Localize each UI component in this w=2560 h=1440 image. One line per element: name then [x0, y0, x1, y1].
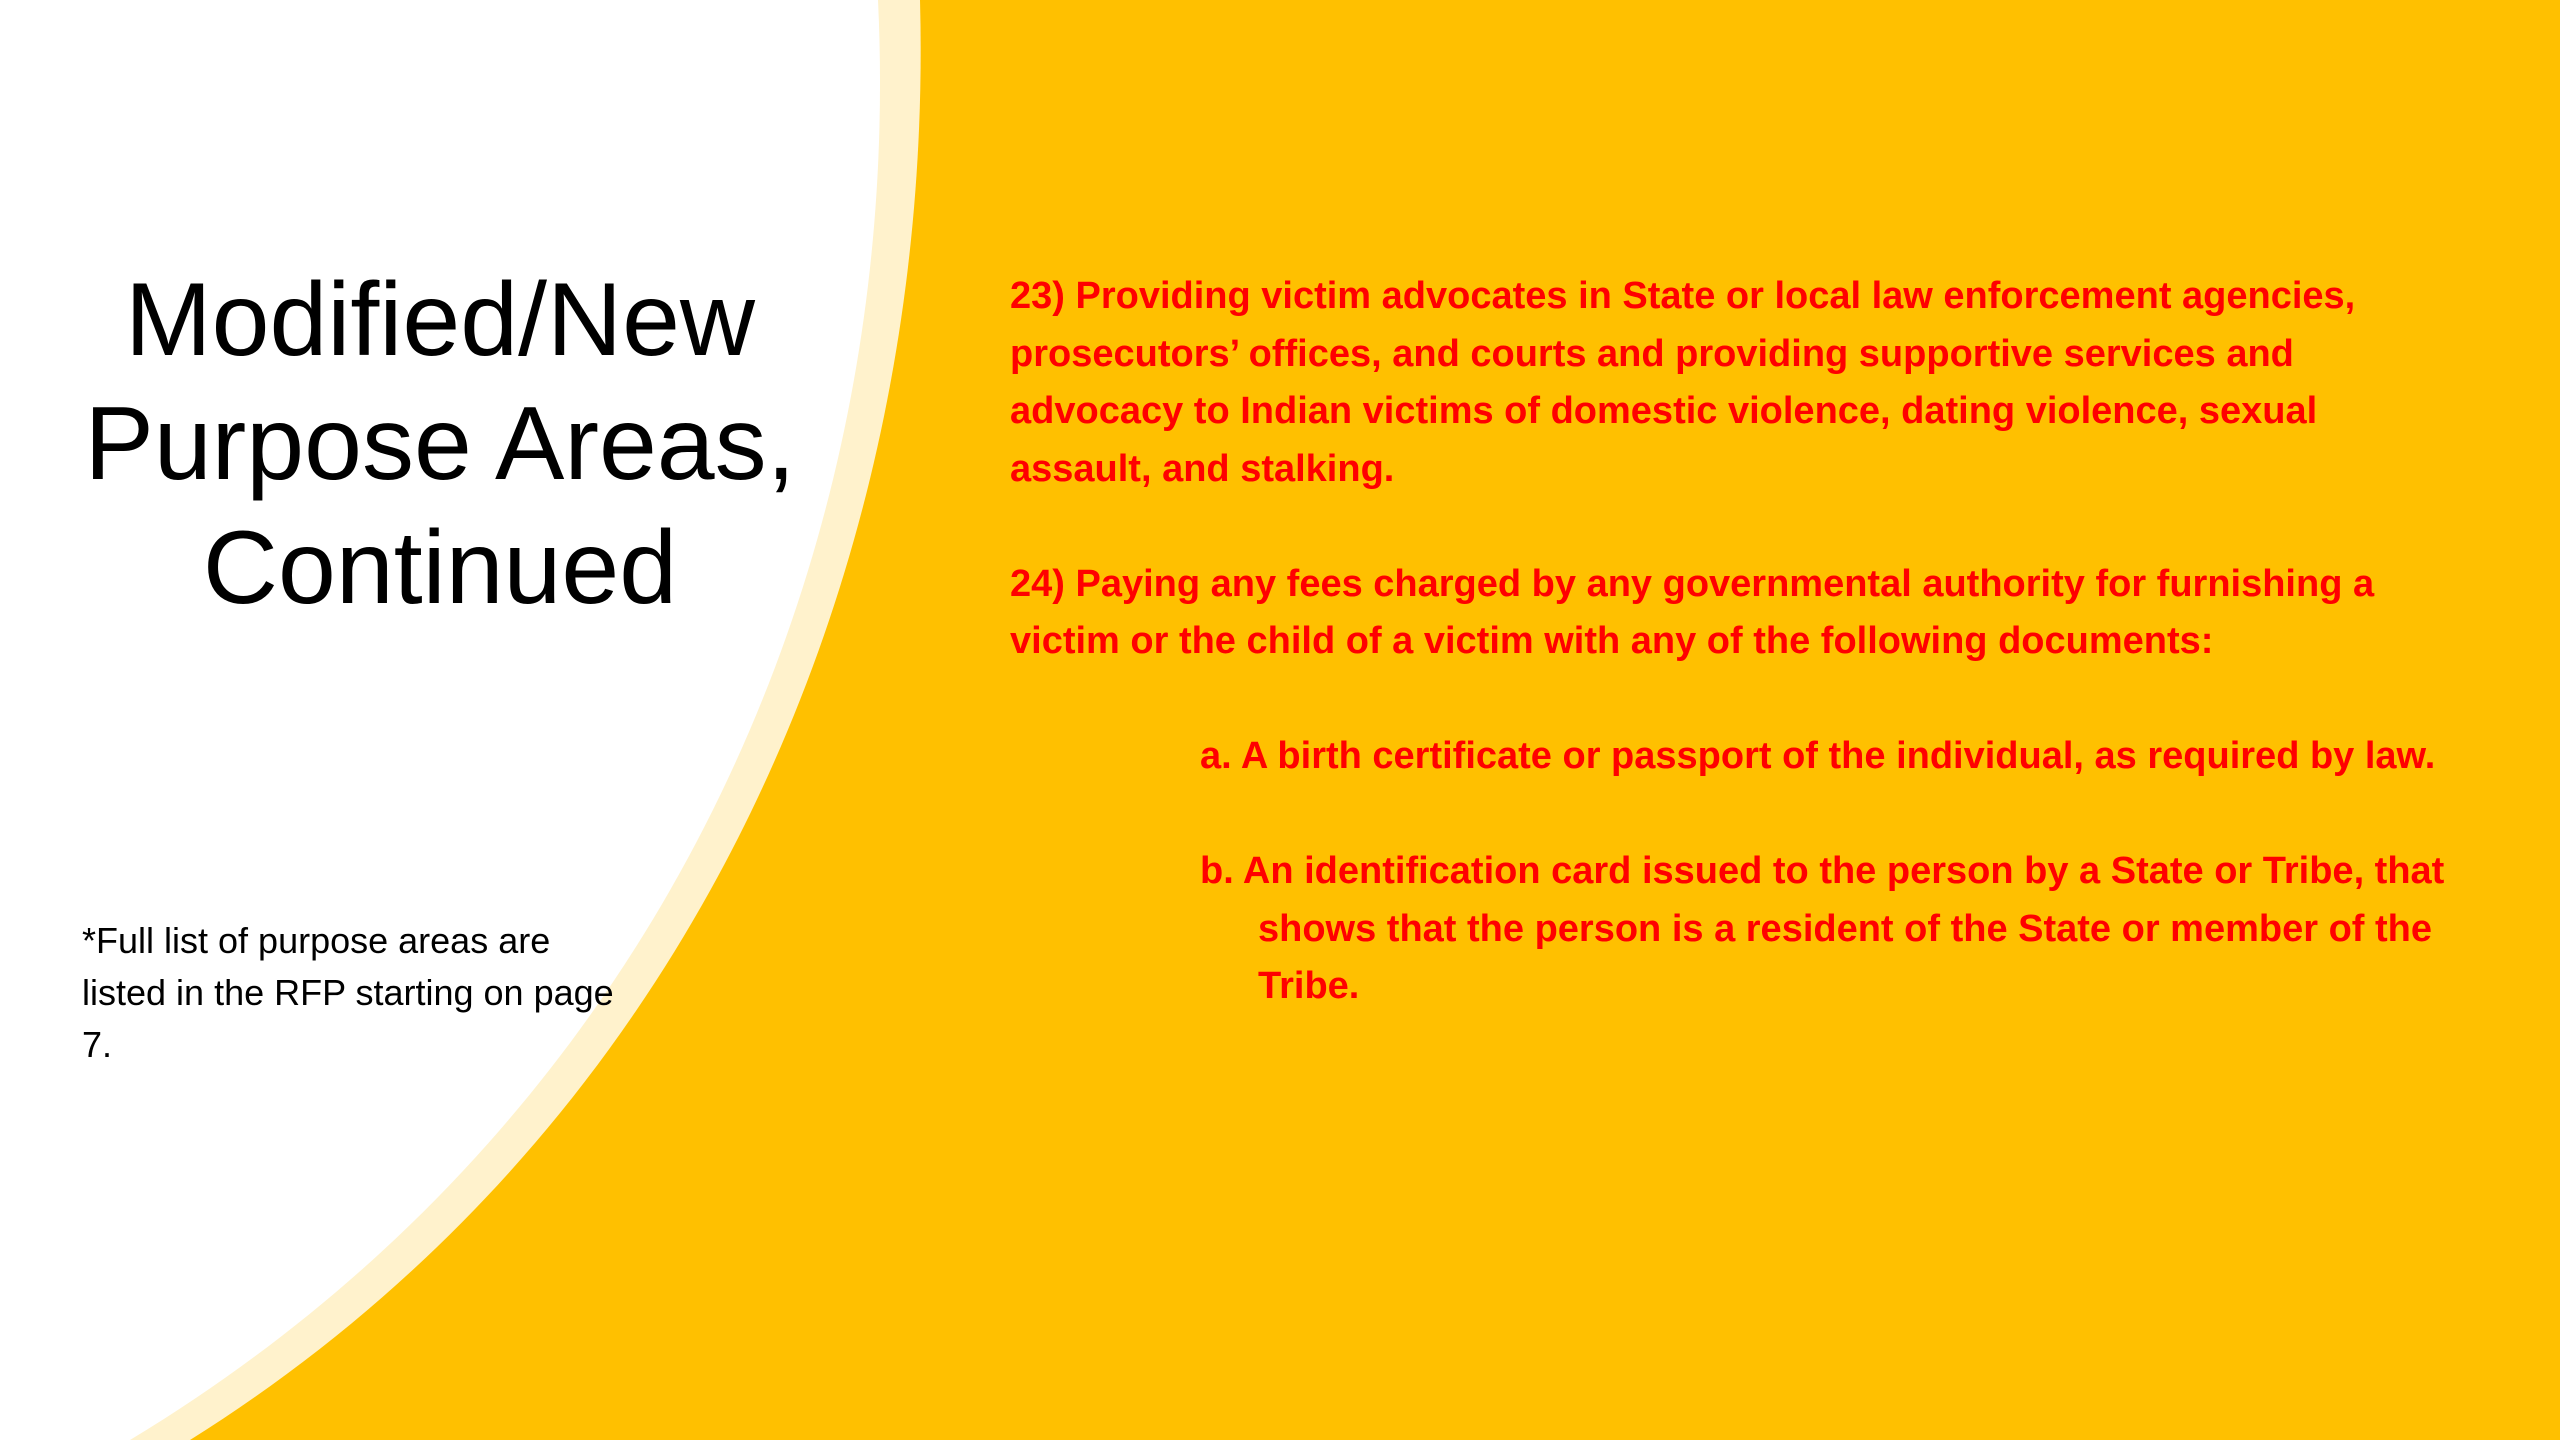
purpose-area-24-subitem-b: b. An identification card issued to the person by a State or Tribe, that shows that the person is a resident of the State or member of the Tribe.	[1200, 850, 2445, 1007]
footnote: *Full list of purpose areas are listed in the RFP starting on page 7.	[82, 920, 614, 1065]
purpose-area-24: 24) Paying any fees charged by any governmental authority for furnishing a victim or the child of a victim with any of the following documents:	[1010, 562, 2375, 662]
slide-title: Modified/New Purpose Areas, Continued	[84, 262, 796, 626]
purpose-area-23: 23) Providing victim advocates in State or local law enforcement agencies, prosecutors’ offices, and courts and providing supportive services and advocacy to Indian victims of domestic violence, dating violence, sexual assault, and stalking.	[1010, 275, 2356, 490]
purpose-area-24-subitem-a: a. A birth certificate or passport of the individual, as required by law.	[1200, 735, 2436, 777]
purpose-areas-content	[1010, 268, 2450, 1073]
